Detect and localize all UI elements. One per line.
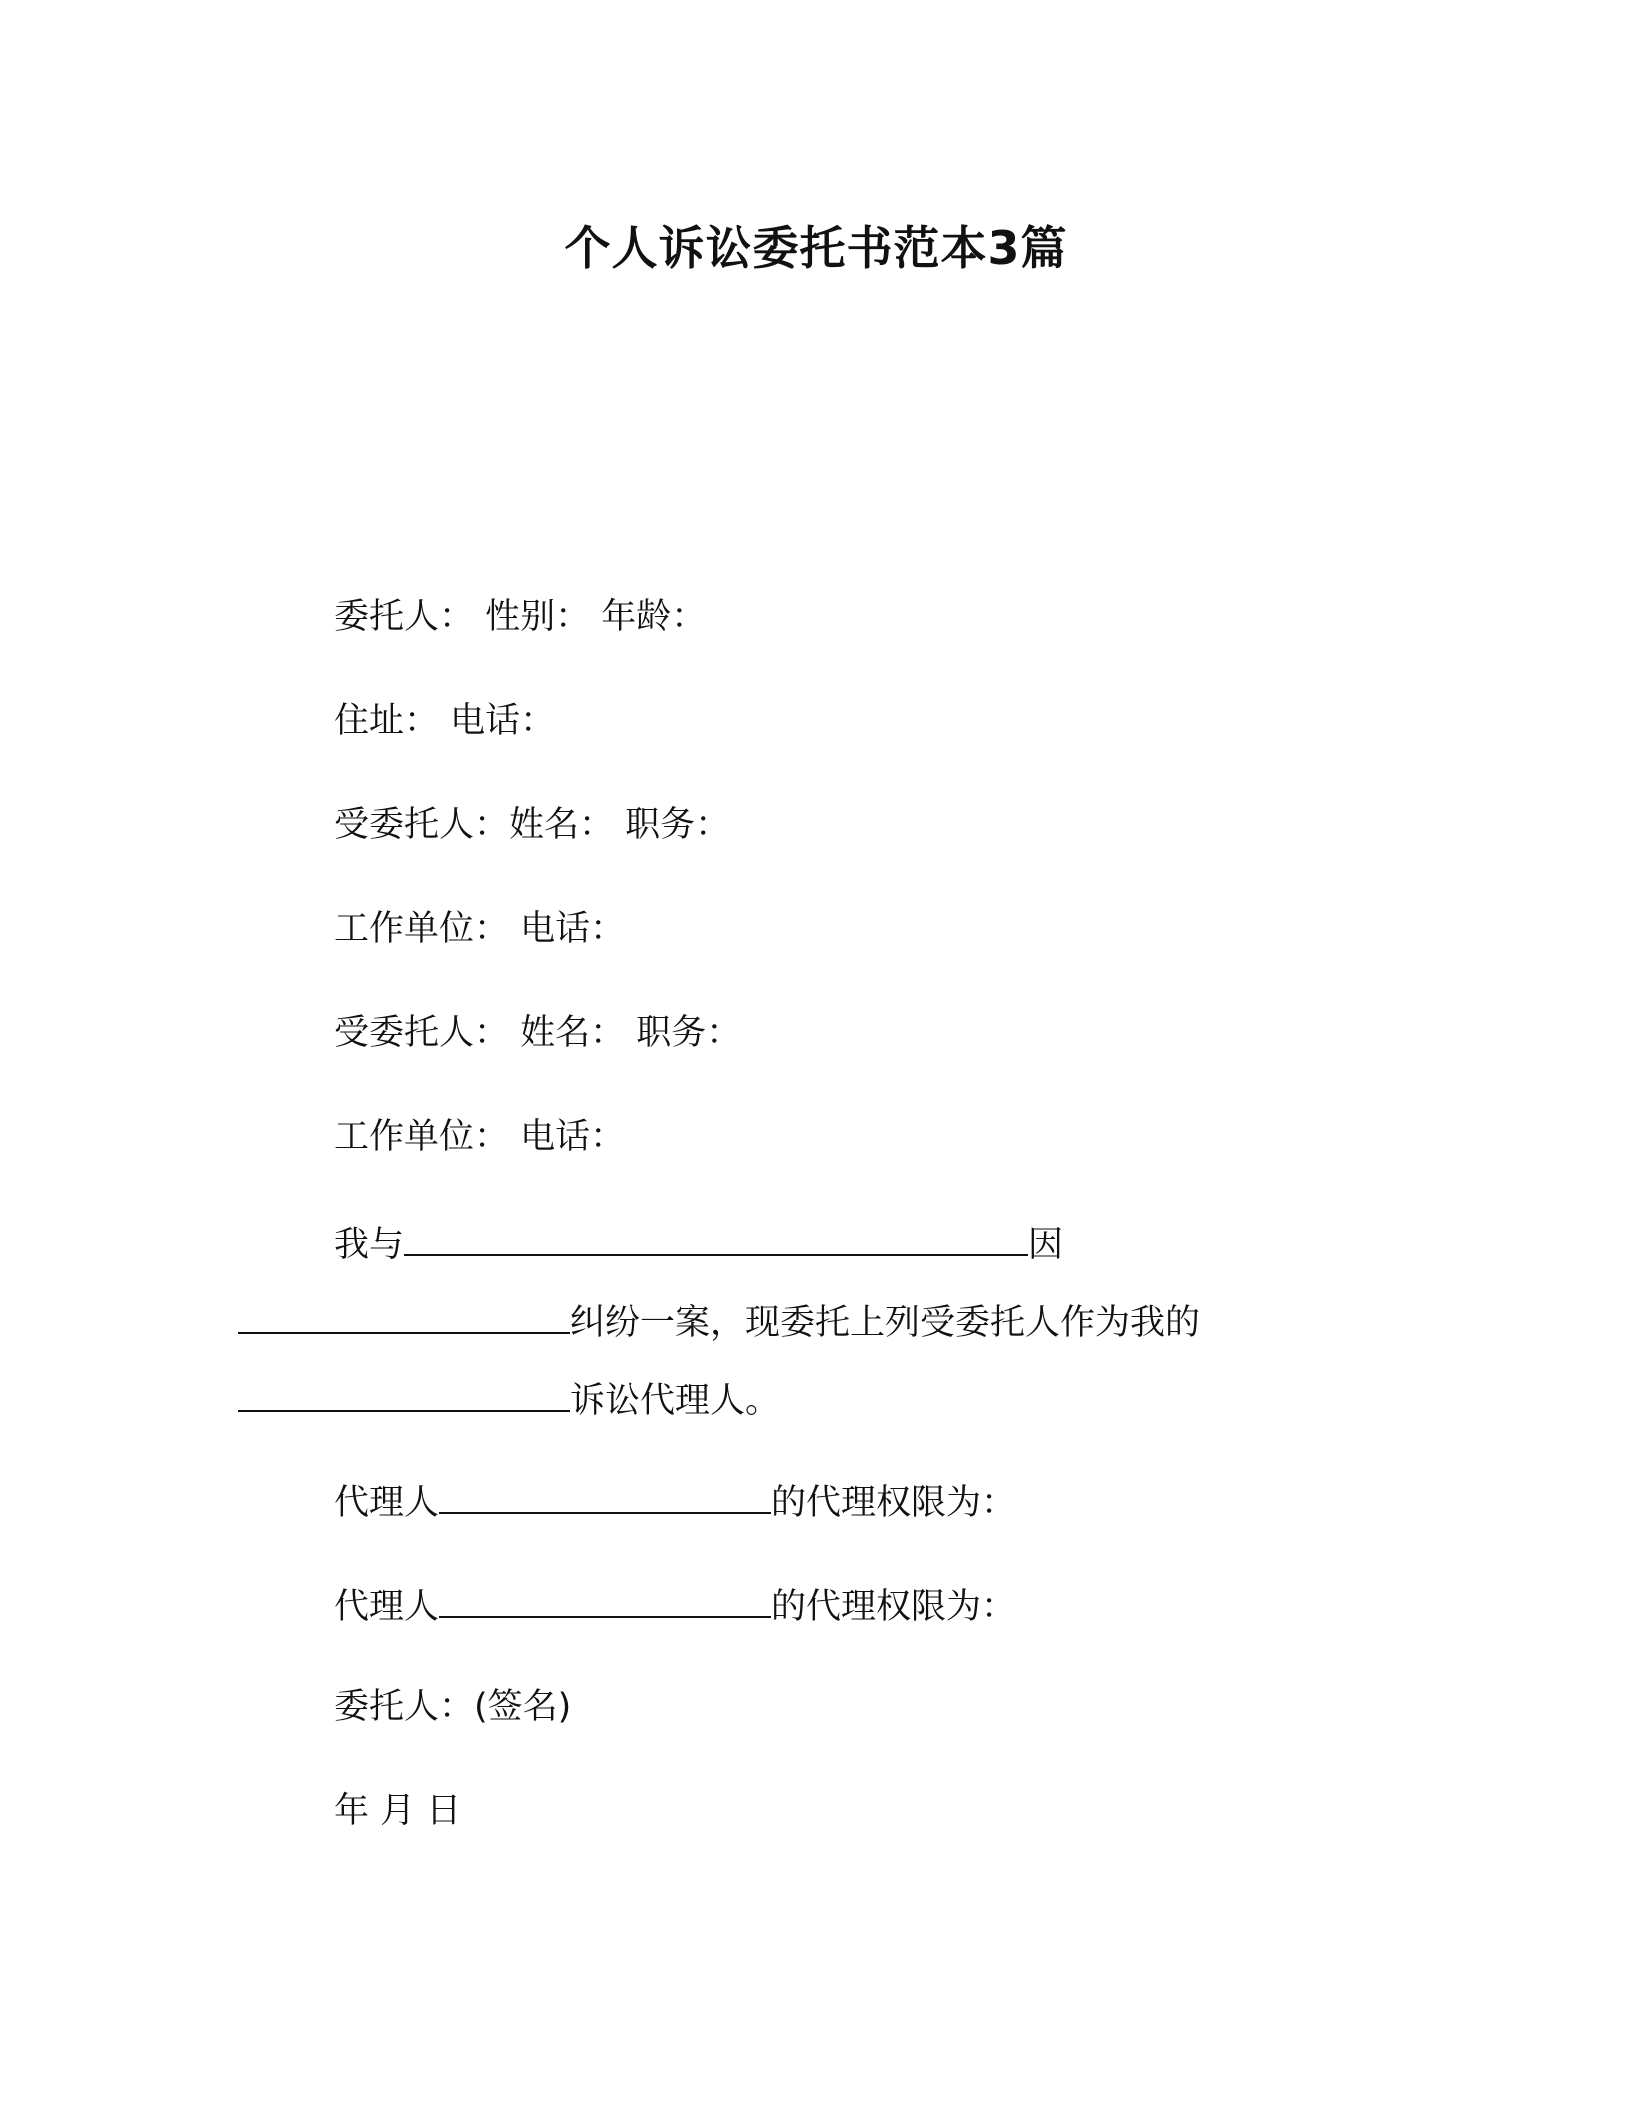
authority2-prefix: 代理人 [334,1587,440,1627]
signature-line: 委托人：(签名) [334,1687,572,1727]
case-prefix: 我与 [334,1225,405,1265]
agent2-line: 受委托人： 姓名： 职务： [334,1013,742,1053]
authority2-suffix: 的代理权限为： [771,1587,1017,1627]
opponent-blank [404,1218,1028,1256]
dispute-type-blank [238,1296,570,1334]
document-title: 个人诉讼委托书范本3篇 [564,221,1068,275]
date-line: 年 月 日 [334,1791,462,1831]
litigation-stage-blank [238,1374,570,1412]
address-line: 住址： 电话： [334,701,556,741]
agent1-line: 受委托人：姓名： 职务： [334,805,731,845]
dispute-line [238,1296,1200,1346]
principal-line: 委托人： 性别： 年龄： [334,597,707,637]
work2-line: 工作单位： 电话： [334,1117,626,1157]
authority1-line [334,1476,1016,1526]
litigation-line [238,1374,780,1424]
authority2-line [334,1580,1016,1630]
case-line [334,1218,1063,1268]
case-suffix: 因 [1028,1225,1064,1265]
work1-line: 工作单位： 电话： [334,909,626,949]
authority1-prefix: 代理人 [334,1483,440,1523]
agent1-name-blank [439,1476,771,1514]
agent2-name-blank [439,1580,771,1618]
litigation-text: 诉讼代理人。 [570,1381,781,1421]
authority1-suffix: 的代理权限为： [771,1483,1017,1523]
dispute-text: 纠纷一案，现委托上列受委托人作为我的 [570,1303,1201,1343]
